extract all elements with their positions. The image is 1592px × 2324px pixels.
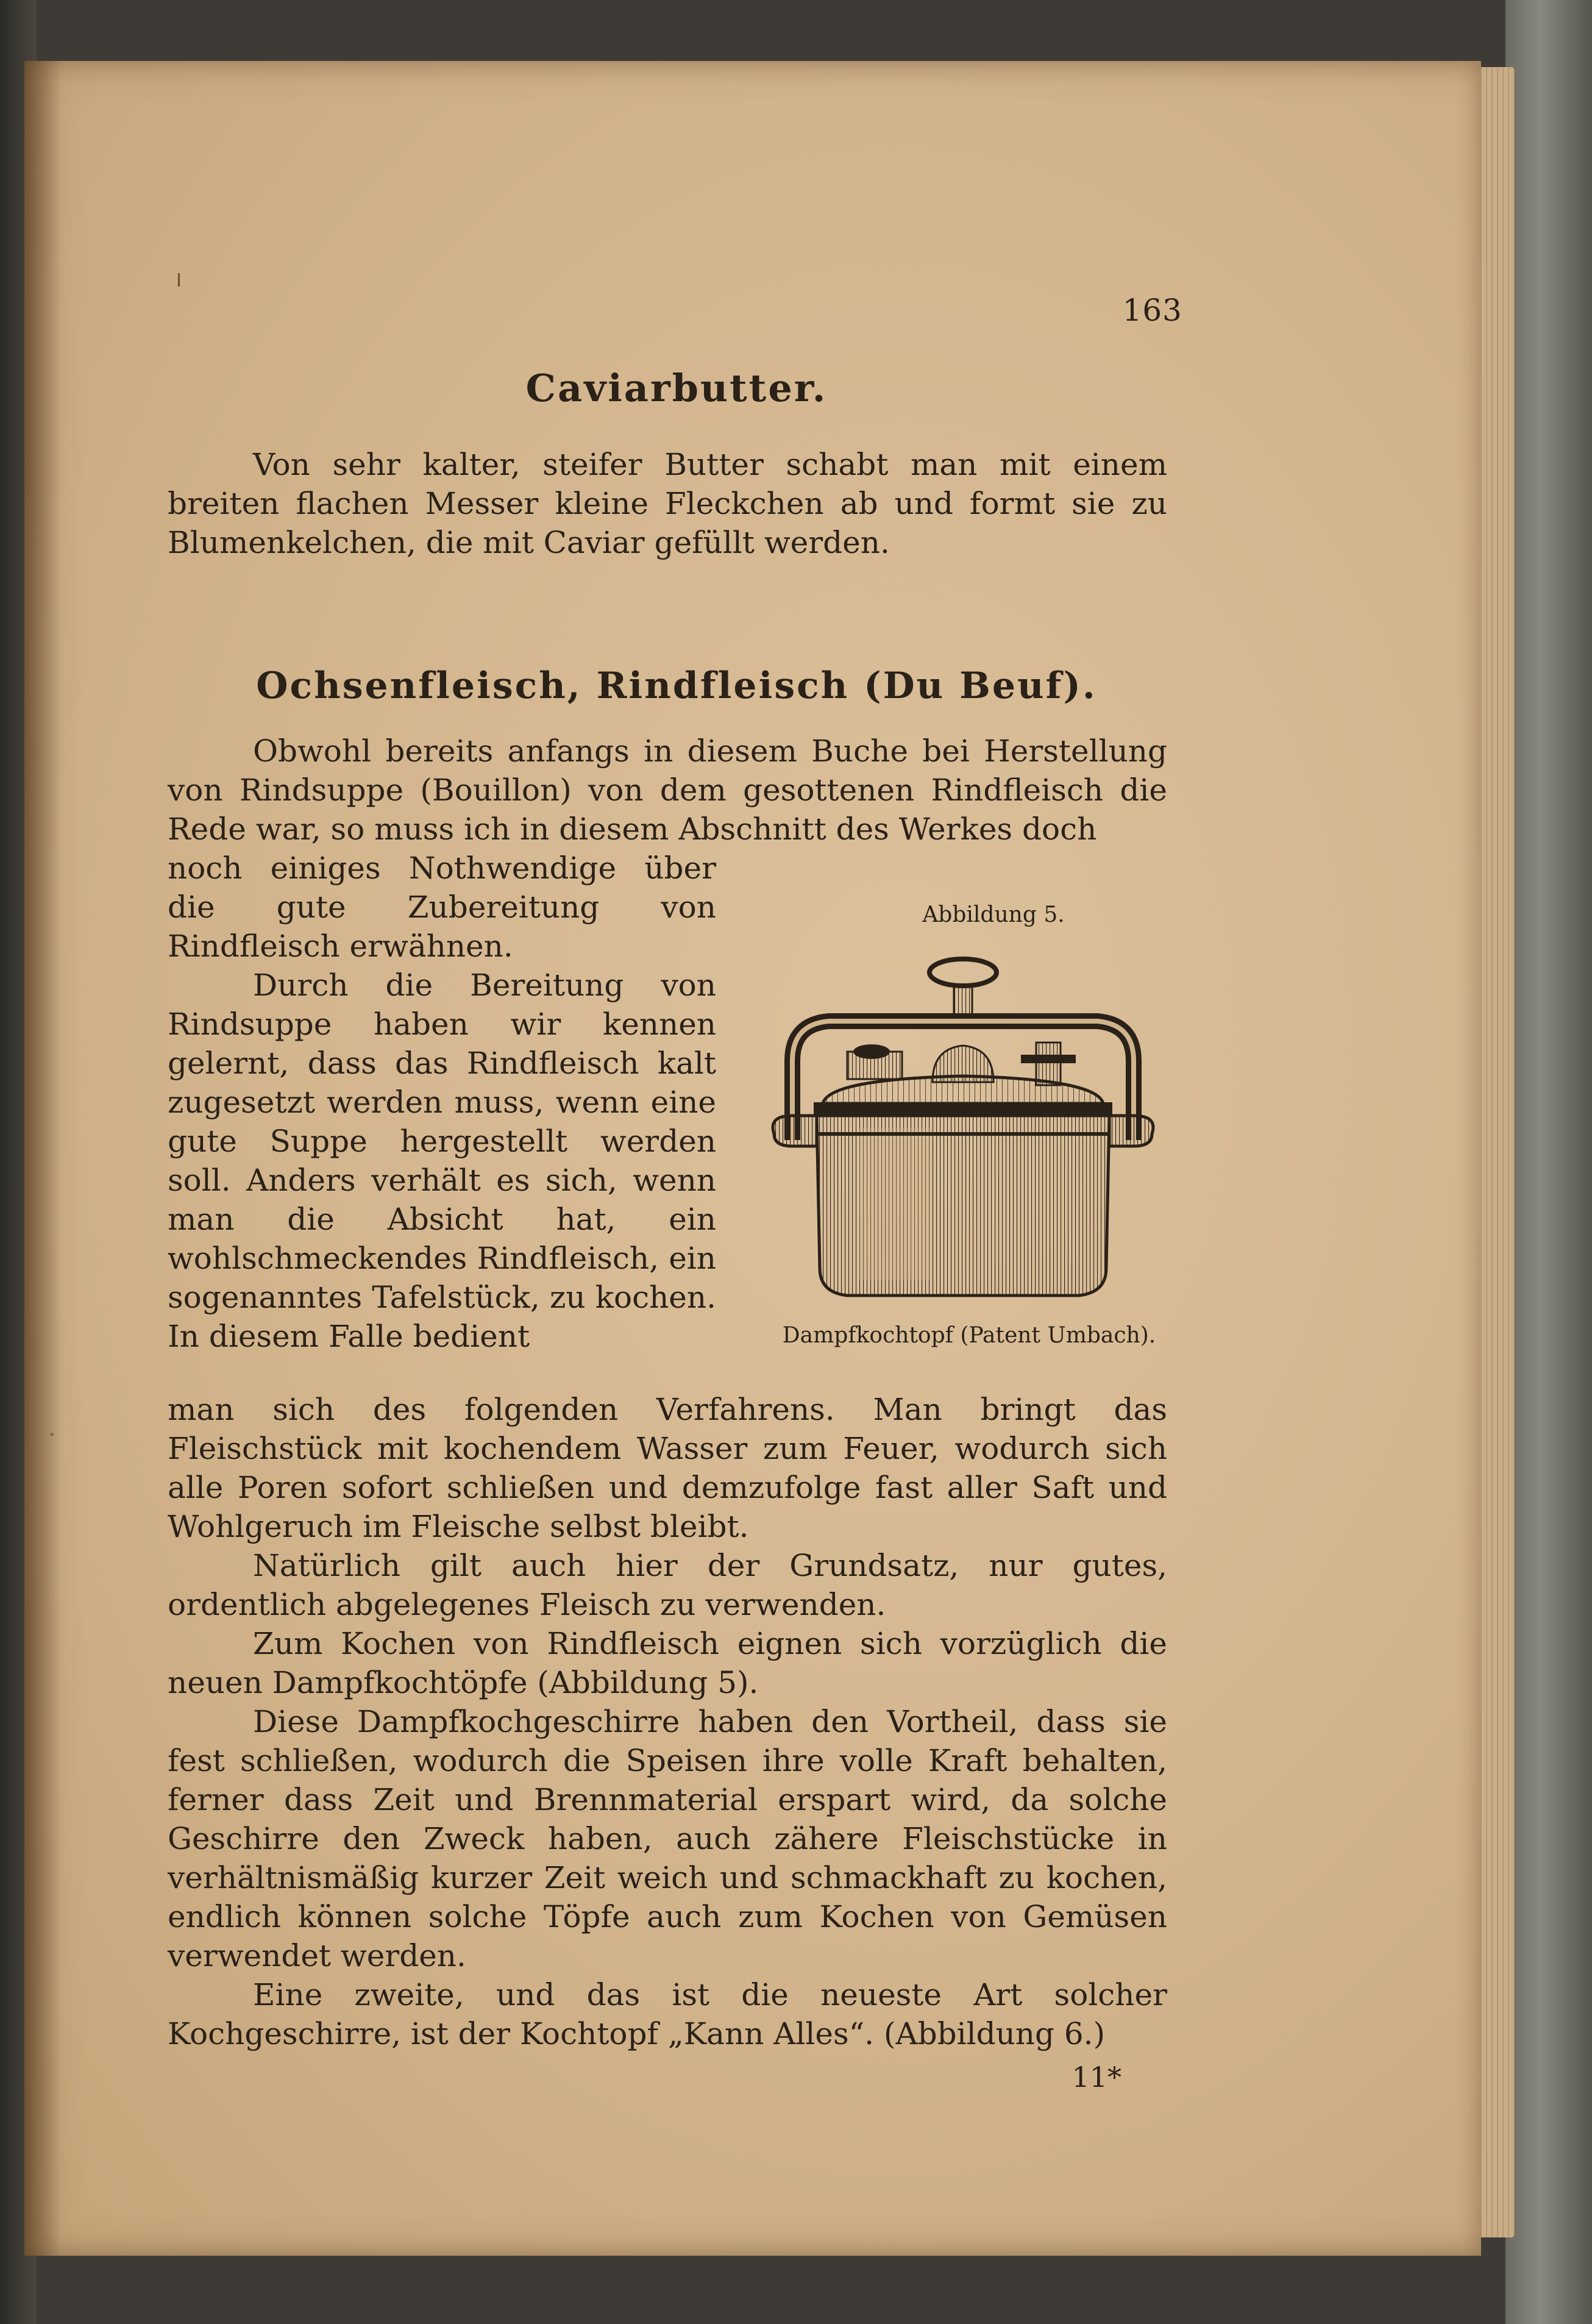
page-number: 163 xyxy=(1122,293,1182,328)
book-cover-right xyxy=(1505,0,1592,2324)
paragraph: Zum Kochen von Rindfleisch eignen sich vorzüglich die neuen Dampfkochtöpfe (Abbildung 5). xyxy=(168,1626,1167,1700)
section-title-ochsenfleisch: Ochsenfleisch, Rindfleisch (Du Beuf). xyxy=(256,665,1097,707)
signature-mark: 11* xyxy=(1071,2061,1121,2094)
figure-caption: Dampfkochtopf (Patent Umbach). xyxy=(782,1323,1156,1348)
section-ochsenfleisch-body xyxy=(168,1390,1167,2053)
paragraph: Von sehr kalter, steifer Butter schabt man mit einem breiten flachen Messer kleine Fleckchen ab und formt sie zu Blumenkelchen, die mit Caviar gefüllt werden. xyxy=(168,447,1167,560)
stray-mark xyxy=(178,273,180,287)
paragraph: man sich des folgenden Verfahrens. Man bringt das Fleischstück mit kochendem Wasser zum Feuer, wodurch sich alle Poren sofort schließen und demzufolge fast aller Saft und Wohlgeruch im Fleische selbst bleibt. xyxy=(168,1392,1167,1544)
section-title-caviarbutter: Caviarbutter. xyxy=(525,366,828,410)
paragraph: noch einiges Nothwendige über die gute Zubereitung von Rindfleisch erwähnen. xyxy=(168,850,716,964)
gutter-shadow xyxy=(24,61,61,2256)
stray-dot xyxy=(50,1433,54,1436)
paragraph: Durch die Bereitung von Rindsuppe haben wir kennen gelernt, dass das Rindfleisch kalt zugesetzt werden muss, wenn eine gute Suppe hergestellt werden soll. Anders verhält es sich, wenn man die Absicht hat, ein wohlschmeckendes Rindfleisch, ein sogenanntes Tafelstück, zu kochen. In diesem Falle bedient xyxy=(168,968,716,1354)
section-caviarbutter-body xyxy=(168,445,1167,562)
text-column-beside-figure xyxy=(168,849,716,1356)
pressure-cooker-icon xyxy=(750,951,1176,1317)
paragraph: Natürlich gilt auch hier der Grundsatz, nur gutes, ordentlich abgelegenes Fleisch zu verwenden. xyxy=(168,1548,1167,1622)
paragraph: Diese Dampfkochgeschirre haben den Vortheil, dass sie fest schließen, wodurch die Speisen ihre volle Kraft behalten, ferner dass Zeit und Brennmaterial erspart wird, da solche Geschirre den Zweck haben, auch zähere Fleischstücke in verhältnismäßig kurzer Zeit weich und schmackhaft zu kochen, endlich können solche Töpfe auch zum Kochen von Gemüsen verwendet werden. xyxy=(168,1704,1167,1973)
paragraph: Eine zweite, und das ist die neueste Art solcher Kochgeschirre, ist der Kochtopf „Kann Alles“. (Abbildung 6.) xyxy=(168,1977,1167,2051)
figure-label: Abbildung 5. xyxy=(922,902,1065,927)
paragraph: Obwohl bereits anfangs in diesem Buche bei Herstellung von Rindsuppe (Bouillon) von dem gesottenen Rindfleisch die Rede war, so muss ich in diesem Abschnitt des Werkes doch xyxy=(168,733,1167,847)
